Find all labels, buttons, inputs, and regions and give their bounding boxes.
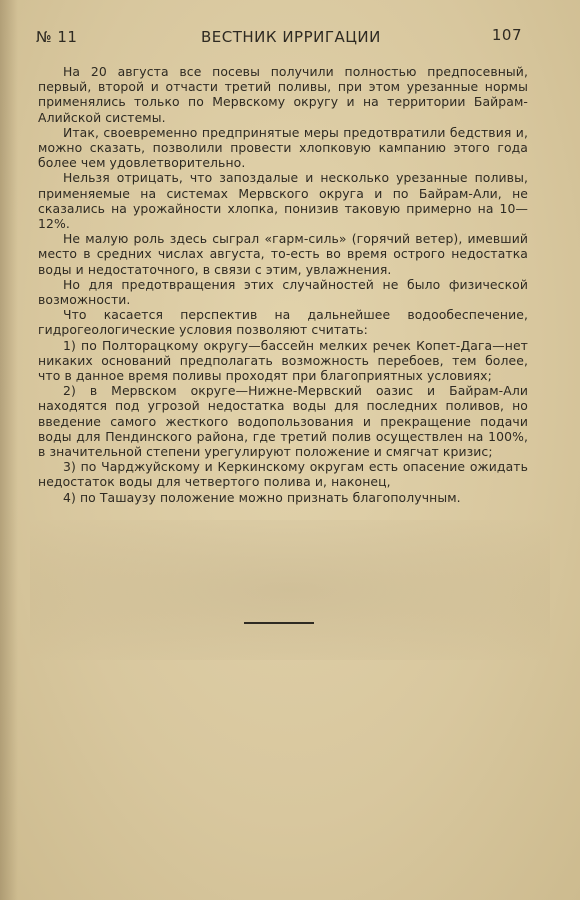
issue-number: № 11 [36, 28, 78, 46]
list-item: 1) по Полторацкому округу—бассейн мелких речек Копет-Дага—нет никаких оснований предполагать возможность перебоев, тем более, что в данное время поливы проходят при благоприятных условиях; [38, 337, 528, 384]
paragraph: Нельзя отрицать, что запоздалые и несколько урезанные поливы, применяемые на системах Мервского округа и по Байрам-Али, не сказались на урожайности хлопка, понизив таковую примерно на 10—12%. [38, 170, 528, 232]
list-item: 3) по Чарджуйскому и Керкинскому округам есть опасение ожидать недостаток воды для четвертого полива и, наконец, [38, 459, 528, 490]
paragraph: Не малую роль здесь сыграл «гарм-силь» (горячий ветер), имевший место в средних числах августа, то-есть во время острого недостатка воды и недостаточного, в связи с этим, увлажнения. [38, 231, 528, 277]
paragraph: Но для предотвращения этих случайностей не было физической возможности. [38, 276, 528, 308]
page-number: 107 [491, 26, 522, 44]
spine-shadow [0, 0, 18, 900]
paragraph: Что касается перспектив на дальнейшее водообеспечение, гидрогеологические условия позволяют считать: [38, 307, 528, 338]
article-body [38, 64, 528, 505]
paragraph: Итак, своевременно предпринятые меры предотвратили бедствия и, можно сказать, позволили провести хлопковую кампанию этого года более чем удовлетворительно. [38, 124, 528, 171]
paper-stain [30, 520, 550, 660]
paragraph: На 20 августа все посевы получили полностью предпосевный, первый, второй и отчасти третий поливы, при этом урезанные нормы применялись только по Мервскому округу и на территории Байрам-Алийской системы. [38, 64, 528, 125]
list-item: 2) в Мервском округе—Нижне-Мервский оазис и Байрам-Али находятся под угрозой недостатка воды для последних поливов, но введение самого жесткого водопользования и прекращение подачи воды для Пендинского района, где третий полив осуществлен на 100%, в значительной степени урегулируют положение и смягчат кризис; [38, 383, 528, 460]
section-divider [244, 622, 314, 624]
journal-title: ВЕСТНИК ИРРИГАЦИИ [201, 28, 381, 46]
list-item: 4) по Ташаузу положение можно признать благополучным. [63, 489, 461, 505]
running-header [36, 28, 522, 50]
